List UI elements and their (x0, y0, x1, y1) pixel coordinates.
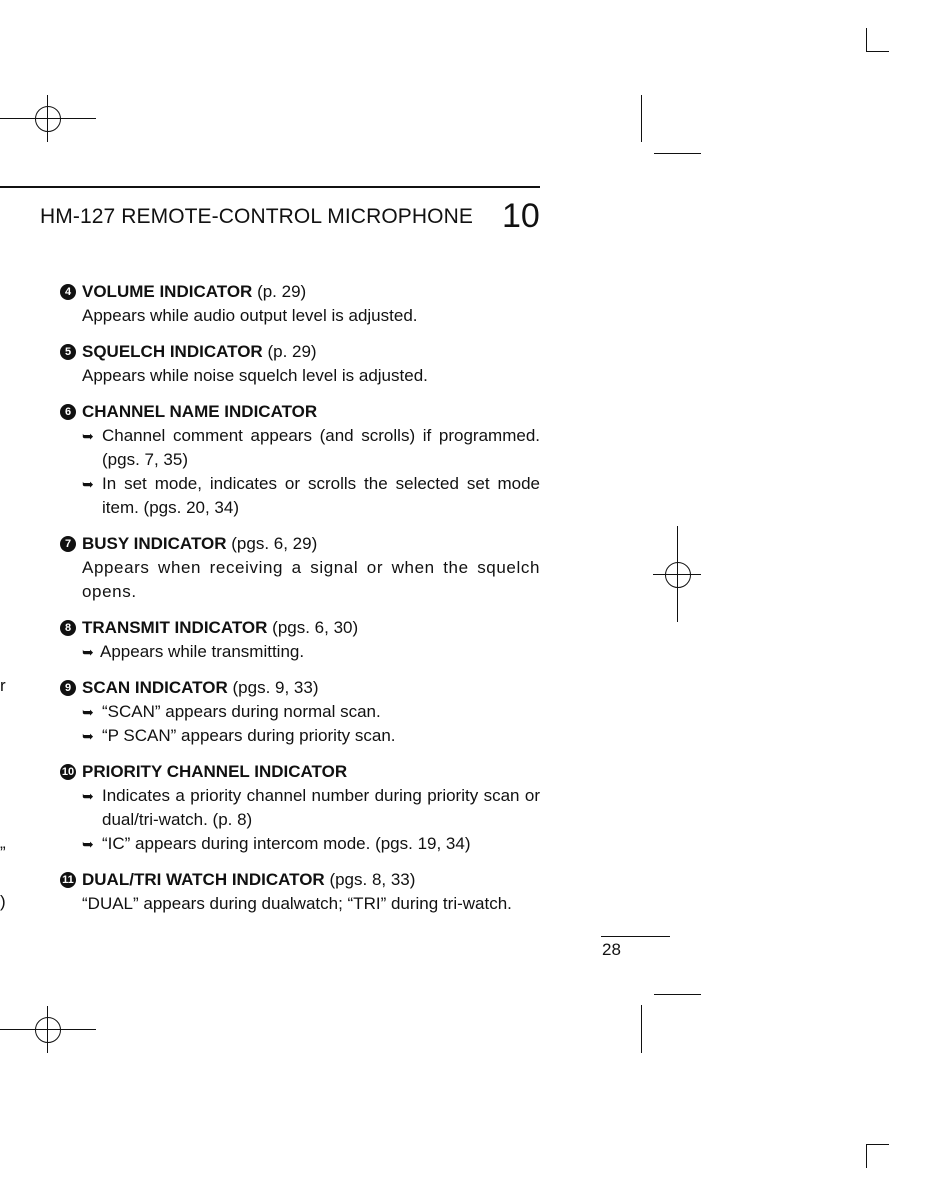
item-title: DUAL/TRI WATCH INDICATOR (82, 870, 325, 889)
right-arrow-icon: ➥ (82, 836, 94, 852)
right-arrow-icon: ➥ (82, 476, 94, 492)
right-arrow-icon: ➥ (82, 788, 94, 804)
list-item (60, 616, 540, 664)
list-item (60, 676, 540, 748)
list-item (60, 400, 540, 520)
page-reference: (pgs. 6, 30) (272, 618, 359, 637)
page-number-rule (601, 936, 670, 937)
bullet-item (82, 784, 540, 832)
bullet-item (82, 424, 540, 472)
item-number-badge: 6 (60, 404, 76, 420)
right-arrow-icon: ➥ (82, 644, 94, 660)
header-rule (0, 186, 540, 188)
indicator-list (60, 280, 540, 928)
crop-mark (866, 1144, 867, 1168)
margin-fragment: ” (0, 843, 6, 862)
crop-mark (654, 994, 701, 995)
crop-mark (641, 95, 642, 142)
item-number-badge: 4 (60, 284, 76, 300)
list-item (60, 280, 540, 328)
item-title: BUSY INDICATOR (82, 534, 227, 553)
crop-mark (866, 51, 889, 52)
bullet-item (82, 724, 540, 748)
bullet-text: “SCAN” appears during normal scan. (102, 702, 381, 721)
right-arrow-icon: ➥ (82, 428, 94, 444)
item-number-badge: 11 (60, 872, 76, 888)
item-description: Appears while noise squelch level is adjusted. (82, 366, 428, 385)
bullet-text: “IC” appears during intercom mode. (pgs. 19, 34) (102, 834, 471, 853)
crop-mark (866, 28, 867, 52)
bullet-text: Indicates a priority channel number during priority scan or dual/tri-watch. (p. 8) (102, 786, 540, 829)
bullet-text: Appears while transmitting. (100, 642, 305, 661)
bullet-item (82, 700, 540, 724)
bullet-item (82, 640, 540, 664)
crop-mark (641, 1005, 642, 1053)
crop-mark (654, 153, 701, 154)
item-number-badge: 10 (61, 766, 75, 778)
list-item (60, 868, 540, 916)
item-number-badge: 9 (60, 680, 76, 696)
page-title: HM-127 REMOTE-CONTROL MICROPHONE (40, 205, 473, 228)
right-arrow-icon: ➥ (82, 704, 94, 720)
item-title: SCAN INDICATOR (82, 678, 228, 697)
page-reference: (pgs. 8, 33) (329, 870, 416, 889)
page-reference: (pgs. 6, 29) (231, 534, 318, 553)
list-item (60, 760, 540, 856)
item-title: CHANNEL NAME INDICATOR (82, 402, 318, 421)
item-number-badge: 8 (60, 620, 76, 636)
margin-fragment: ) (0, 892, 6, 911)
page-reference: (pgs. 9, 33) (232, 678, 319, 697)
list-item (60, 532, 540, 604)
bullet-item (82, 832, 540, 856)
bullet-item (82, 472, 540, 520)
page-reference: (p. 29) (257, 282, 307, 301)
item-number-badge: 5 (60, 344, 76, 360)
item-description: Appears while audio output level is adjusted. (82, 306, 418, 325)
item-number-badge: 7 (60, 536, 76, 552)
bullet-text: “P SCAN” appears during priority scan. (102, 726, 396, 745)
crop-mark (866, 1144, 889, 1145)
item-description: “DUAL” appears during dualwatch; “TRI” during tri-watch. (82, 894, 512, 913)
item-title: PRIORITY CHANNEL INDICATOR (82, 762, 348, 781)
bullet-text: In set mode, indicates or scrolls the selected set mode item. (pgs. 20, 34) (102, 474, 540, 517)
page-reference: (p. 29) (267, 342, 317, 361)
item-description: Appears when receiving a signal or when the squelch opens. (82, 558, 540, 601)
right-arrow-icon: ➥ (82, 728, 94, 744)
page-number: 28 (602, 940, 621, 959)
list-item (60, 340, 540, 388)
bullet-text: Channel comment appears (and scrolls) if programmed. (pgs. 7, 35) (102, 426, 540, 469)
chapter-number: 10 (502, 197, 540, 235)
item-title: VOLUME INDICATOR (82, 282, 253, 301)
margin-fragment: r (0, 676, 6, 695)
item-title: SQUELCH INDICATOR (82, 342, 263, 361)
item-title: TRANSMIT INDICATOR (82, 618, 268, 637)
